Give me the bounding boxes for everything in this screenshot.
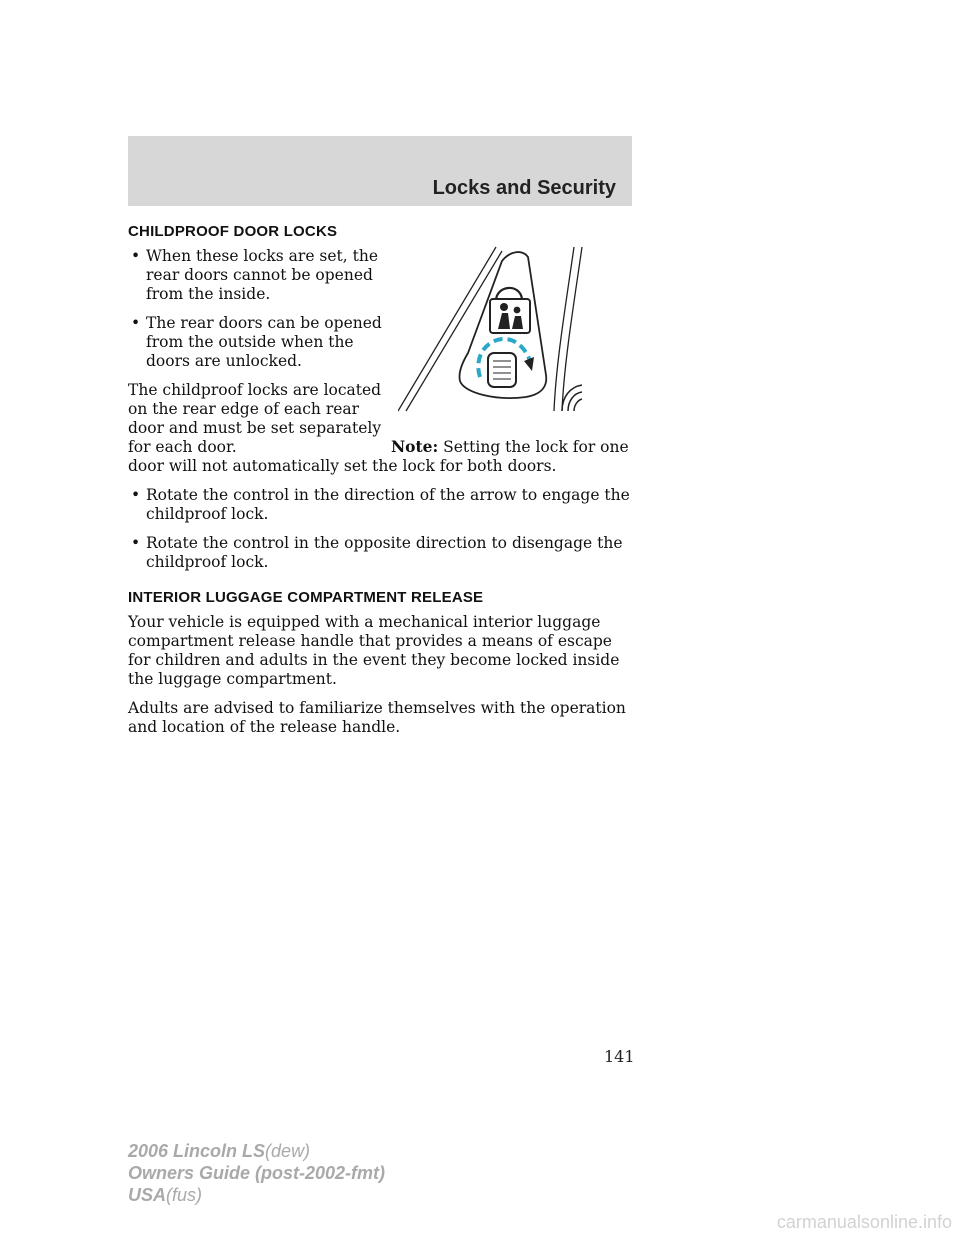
childproof-lock-illustration xyxy=(398,243,588,415)
bullet-mark: • xyxy=(131,247,141,265)
footer-line: USA(fus) xyxy=(128,1185,203,1205)
luggage-paragraph: Adults are advised to familiarize themselves with the operation and location of the release handle. xyxy=(128,699,626,736)
luggage-release-heading: INTERIOR LUGGAGE COMPARTMENT RELEASE xyxy=(128,589,484,606)
list-item: • When these locks are set, the rear doors cannot be opened from the inside. xyxy=(131,247,379,303)
header-band xyxy=(128,136,632,206)
section-title: Locks and Security xyxy=(432,177,616,199)
bullet-mark: • xyxy=(131,314,141,332)
list-item: • Rotate the control in the opposite direction to disengage the childproof lock. xyxy=(131,534,623,571)
footer-line: 2006 Lincoln LS(dew) xyxy=(128,1141,311,1161)
note-text: Setting the lock for one door will not automatically set the lock for both doors. xyxy=(128,438,629,475)
note-label: Note: xyxy=(390,437,439,456)
childproof-paragraph: The childproof locks are located on the rear edge of each rear door and must be set separately for each door. Note: Setting the lock for one door will not automatically set the lock for both doors. xyxy=(128,381,629,475)
bullet-mark: • xyxy=(131,534,141,552)
document-footer xyxy=(128,1140,385,1206)
childproof-bullets-top xyxy=(128,247,386,371)
page-number: 141 xyxy=(604,1047,635,1066)
childproof-heading: CHILDPROOF DOOR LOCKS xyxy=(128,223,338,240)
footer-line: Owners Guide (post-2002-fmt) xyxy=(128,1163,386,1183)
watermark: carmanualsonline.info xyxy=(776,1212,952,1232)
bullet-mark: • xyxy=(131,486,141,504)
luggage-paragraph: Your vehicle is equipped with a mechanical interior luggage compartment release handle that provides a means of escape for children and adults in the event they become locked inside the luggage compartment. xyxy=(128,613,620,688)
childproof-lock-icon xyxy=(398,243,588,415)
list-item: • The rear doors can be opened from the outside when the doors are unlocked. xyxy=(131,314,382,370)
childproof-bullets-bottom xyxy=(128,486,636,572)
list-item: • Rotate the control in the direction of the arrow to engage the childproof lock. xyxy=(131,486,630,523)
